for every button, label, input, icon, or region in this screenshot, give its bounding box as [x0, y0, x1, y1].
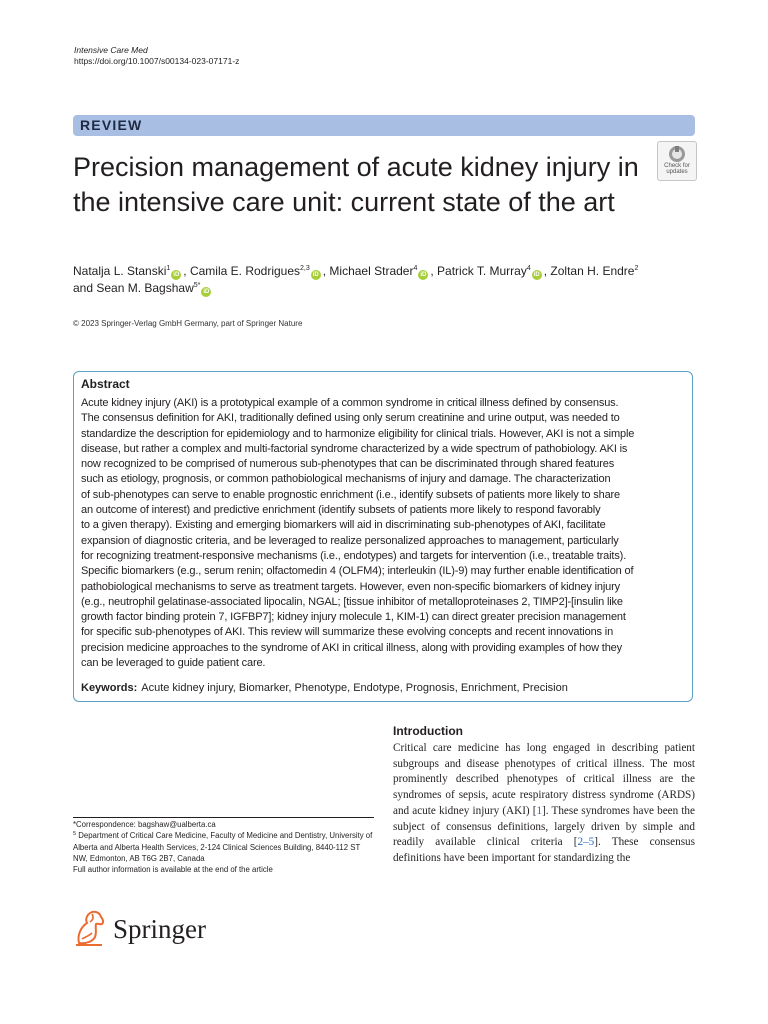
abstract-body: [81, 396, 688, 671]
author-affiliation-mark: 2,3: [300, 265, 310, 272]
author-affiliation-mark: 4: [526, 265, 531, 272]
author-separator: ,: [183, 264, 190, 278]
abstract-line: Specific biomarkers (e.g., serum renin; olfactomedin 4 (OLFM4); interleukin (IL)-9) may further enable identification of: [81, 565, 634, 578]
orcid-icon[interactable]: iD: [173, 272, 180, 278]
abstract-line: standardize the description for epidemiology and to harmonize eligibility for clinical trials. However, AKI is not a simple: [81, 427, 635, 440]
author-affiliation-mark: 5*: [193, 282, 201, 289]
abstract-line: of sub-phenotypes can serve to enable prognostic enrichment (i.e., identify subsets of patients more likely to share: [81, 488, 621, 501]
author: [190, 264, 329, 278]
abstract-line: for specific sub-phenotypes of AKI. This review will summarize these evolving concepts and recent innovations in: [81, 626, 614, 639]
author-list: [73, 263, 693, 297]
check-updates-icon: [667, 145, 687, 163]
author-affiliation-mark: 2: [634, 265, 639, 272]
orcid-icon[interactable]: iD: [312, 272, 319, 278]
springer-horse-icon: [73, 909, 107, 947]
author-affiliation-mark: 1: [166, 265, 171, 272]
author-name: Camila E. Rodrigues: [189, 264, 301, 278]
author-affiliation-mark: 4: [413, 265, 418, 272]
affiliation-text: Department of Critical Care Medicine, Faculty of Medicine and Dentistry, University of Alberta and Alberta Health Services, 2-124 Clinical Sciences Building, 8440-112 ST NW, Edmonton, AB T6G 2B7, Canada: [73, 831, 373, 863]
author-info-note: Full author information is available at the end of the article: [73, 865, 273, 875]
article-title: Precision management of acute kidney injury in the intensive care unit: current state of the art: [73, 152, 639, 217]
introduction-body: [393, 741, 695, 867]
journal-header: [74, 45, 239, 67]
article-type-label: REVIEW: [80, 117, 143, 133]
copyright-notice: © 2023 Springer-Verlag GmbH Germany, part of Springer Nature: [73, 319, 303, 328]
publisher-name: Springer: [113, 914, 206, 944]
abstract-line: disease, but rather a complex and multi-factorial syndrome characterized by a wide spectrum of pathobiology. AKI is: [81, 442, 628, 455]
author: [550, 264, 638, 278]
author-name: Patrick T. Murray: [437, 264, 527, 278]
footnote-divider: [73, 817, 374, 818]
author: [437, 264, 550, 278]
abstract-line: The consensus definition for AKI, traditionally defined using only serum creatinine and urine output, was needed to: [81, 412, 620, 425]
introduction-heading: Introduction: [393, 724, 463, 738]
orcid-icon[interactable]: iD: [203, 289, 210, 295]
citation-link-1[interactable]: 1: [536, 804, 543, 817]
abstract-line: to a given therapy). Existing and emerging biomarkers will aid in discriminating sub-phenotypes of AKI, facilitate: [81, 519, 606, 532]
author-name: Michael Strader: [329, 264, 414, 278]
author: [73, 281, 213, 295]
keywords-label: Keywords:: [81, 682, 138, 694]
orcid-icon[interactable]: iD: [420, 272, 427, 278]
orcid-icon[interactable]: iD: [533, 272, 540, 278]
abstract-line: such as etiology, prognosis, or common pathobiological mechanisms of injury and damage. The characterization: [81, 473, 611, 486]
author-separator: ,: [430, 264, 438, 278]
abstract-line: pathobiological mechanisms to serve as treatment targets. However, even non-specific biomarkers of kidney injury: [81, 580, 620, 593]
check-updates-line1: Check for: [664, 163, 690, 169]
citation-link-2[interactable]: 2–5: [577, 836, 595, 849]
correspondence-email[interactable]: *Correspondence: bagshaw@ualberta.ca: [73, 820, 216, 829]
author: [329, 264, 437, 278]
abstract-line: expansion of diagnostic criteria, and be leveraged to realize personalized approaches to management, particularly: [81, 534, 619, 547]
affiliation-marker: 5: [73, 831, 77, 838]
author-name: Natalja L. Stanski: [73, 264, 167, 278]
keywords-value: Acute kidney injury, Biomarker, Phenotype, Endotype, Prognosis, Enrichment, Precision: [141, 682, 568, 694]
abstract-heading: Abstract: [81, 377, 130, 391]
abstract-line: (e.g., neutrophil gelatinase-associated lipocalin, NGAL; [tissue inhibitor of metalloproteinases 2, TIMP2]-[insulin like: [81, 595, 623, 608]
check-for-updates-button[interactable]: [657, 141, 697, 181]
journal-name: Intensive Care Med: [74, 45, 148, 55]
article-type-bar: [73, 115, 695, 136]
author-separator: ,: [543, 264, 551, 278]
abstract-line: growth factor binding protein 7, IGFBP7]; kidney injury molecule 1, KIM-1) can direct greater precision management: [81, 611, 626, 624]
author-separator: ,: [322, 264, 330, 278]
intro-text-part: ]. These consensus definitions have been important for standardizing the: [393, 836, 695, 864]
author-name: Zoltan H. Endre: [550, 264, 635, 278]
abstract-line: precision medicine approaches to the syndrome of AKI in critical illness, along with providing examples of how they: [81, 641, 622, 654]
doi-link[interactable]: https://doi.org/10.1007/s00134-023-07171-z: [74, 56, 240, 66]
intro-text-part: ]. These syndromes have been the subject of consensus definitions, largely driven by simple and readily available clinical criteria [: [393, 804, 695, 849]
abstract-line: can be leveraged to guide patient care.: [81, 657, 266, 670]
affiliation-5: [73, 830, 373, 864]
footnotes: [73, 819, 373, 875]
check-updates-line2: updates: [666, 169, 688, 175]
abstract-line: now recognized to be comprised of numerous sub-phenotypes that can be discriminated through shared features: [81, 458, 615, 471]
author: [73, 264, 190, 278]
abstract-line: for recognizing treatment-responsive mechanisms (i.e., endotypes) and targets for intervention (i.e., treatable traits).: [81, 549, 627, 562]
keywords: [81, 681, 688, 696]
author-name: and Sean M. Bagshaw: [73, 281, 194, 295]
abstract-line: an outcome of interest) and predictive enrichment (identify subsets of patients more likely to respond favorably: [81, 504, 601, 517]
abstract-line: Acute kidney injury (AKI) is a prototypical example of a common syndrome in critical illness defined by consensus.: [81, 397, 619, 409]
intro-text-part: Critical care medicine has long engaged in describing patient subgroups and disease phenotypes of critical illness. The most prominently described phenotypes of critical illness are the syndromes of sepsis, acute respiratory distress syndrome (ARDS) and acute kidney injury (AKI) [: [393, 742, 695, 817]
